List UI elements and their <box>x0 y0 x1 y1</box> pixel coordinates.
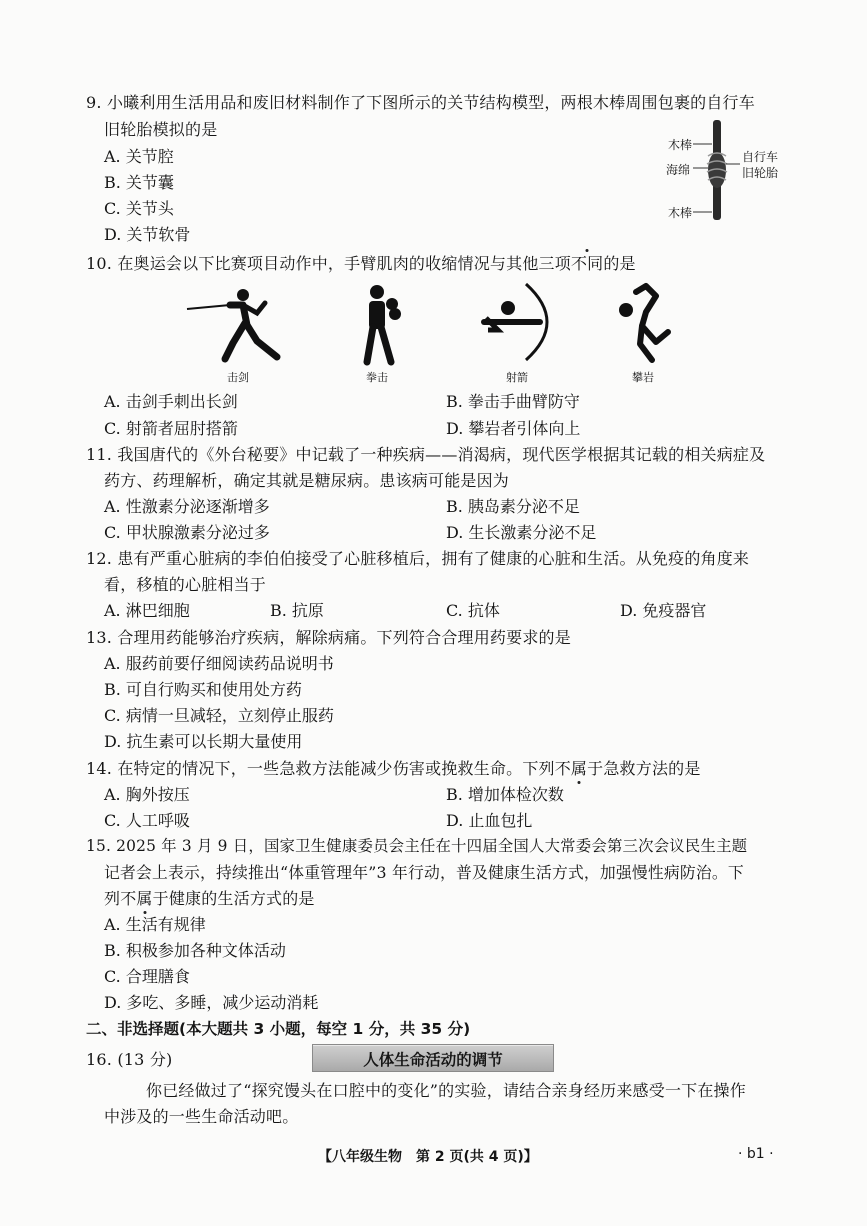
q9-stem-line2: 旧轮胎模拟的是 <box>104 120 218 139</box>
climbing-icon <box>612 282 682 367</box>
q16-intro-line1: 你已经做过了“探究馒头在口腔中的变化”的实验，请结合亲身经历来感受一下在操作 <box>146 1081 746 1100</box>
q14-stem-part2: 急救方法的是 <box>603 759 701 778</box>
q14-stem <box>86 756 701 779</box>
q16-topic-title: 人体生命活动的调节 <box>363 1051 503 1069</box>
q14-option-a: A. 胸外按压 <box>104 785 190 804</box>
label-wood-stick-top: 木棒 <box>668 138 693 152</box>
q15-stem-line3 <box>104 886 315 909</box>
q10-option-a: A. 击剑手刺出长剑 <box>104 392 238 411</box>
q16-label: 16. (13 分) <box>86 1050 173 1069</box>
q15-stem-part1: 列 <box>104 889 121 908</box>
label-sponge: 海绵 <box>666 163 691 177</box>
q11-option-b: B. 胰岛素分泌不足 <box>446 497 580 516</box>
q15-stem-part2: 健康的生活方式的是 <box>168 889 315 908</box>
fencing-icon <box>185 285 295 365</box>
climbing-figure <box>612 282 682 367</box>
q13-option-a: A. 服药前要仔细阅读药品说明书 <box>104 654 334 673</box>
q10-option-b: B. 拳击手曲臂防守 <box>446 392 580 411</box>
q15-stem-line1: 15. 2025 年 3 月 9 日，国家卫生健康委员会主任在十四届全国人大常委会第三次会议民生主题 <box>86 837 748 855</box>
q11-option-d: D. 生长激素分泌不足 <box>446 523 597 542</box>
q13-stem: 13. 合理用药能够治疗疾病，解除病痛。下列符合合理用药要求的是 <box>86 628 571 647</box>
q15-option-d: D. 多吃、多睡，减少运动消耗 <box>104 993 319 1012</box>
q12-option-a: A. 淋巴细胞 <box>104 601 190 620</box>
q12-stem-line1: 12. 患有严重心脏病的李伯伯接受了心脏移植后，拥有了健康的心脏和生活。从免疫的角度来 <box>86 549 750 568</box>
q11-stem-line2: 药方、药理解析，确定其就是糖尿病。患该病可能是因为 <box>104 471 510 490</box>
q9-option-c: C. 关节头 <box>104 199 174 218</box>
q14-option-d: D. 止血包扎 <box>446 811 533 830</box>
q16-intro-line2: 中涉及的一些生命活动吧。 <box>104 1107 299 1126</box>
q10-stem-part2: 的是 <box>603 254 636 273</box>
q14-emphasis: 不属于 <box>554 759 604 778</box>
section-heading-nonchoice: 二、非选择题(本大题共 3 小题，每空 1 分，共 35 分) <box>86 1020 471 1038</box>
q12-option-d: D. 免疫器官 <box>620 601 707 620</box>
q10-stem <box>86 251 636 274</box>
q10-stem-part1: 10. 在奥运会以下比赛项目动作中，手臂肌肉的收缩情况与其他三项 <box>86 254 571 273</box>
page-footer: 【八年级生物 第 2 页(共 4 页)】 <box>318 1149 538 1165</box>
q11-option-a: A. 性激素分泌逐渐增多 <box>104 497 270 516</box>
boxing-figure <box>345 282 415 367</box>
page-code: · b1 · <box>738 1146 774 1162</box>
caption-climbing: 攀岩 <box>632 371 654 384</box>
caption-boxing: 拳击 <box>366 371 388 384</box>
q13-option-d: D. 抗生素可以长期大量使用 <box>104 732 303 751</box>
label-wood-stick-bottom: 木棒 <box>668 206 693 220</box>
q12-stem-line2: 看，移植的心脏相当于 <box>104 575 267 594</box>
q9-stem-line1: 9. 小曦利用生活用品和废旧材料制作了下图所示的关节结构模型，两根木棒周围包裹的自行车 <box>86 93 755 112</box>
q15-option-b: B. 积极参加各种文体活动 <box>104 941 286 960</box>
q15-emphasis: 不属于 <box>120 889 169 908</box>
q13-option-c: C. 病情一旦减轻，立刻停止服药 <box>104 706 334 725</box>
q15-option-a: A. 生活有规律 <box>104 915 206 934</box>
q15-stem-line2: 记者会上表示，持续推出“体重管理年”3 年行动，普及健康生活方式，加强慢性病防治。下 <box>104 863 744 882</box>
q14-option-b: B. 增加体检次数 <box>446 785 564 804</box>
caption-fencing: 击剑 <box>227 371 249 384</box>
boxing-icon <box>345 282 415 367</box>
archery-figure <box>478 280 568 365</box>
q11-option-c: C. 甲状腺激素分泌过多 <box>104 523 270 542</box>
label-bike-tire-2: 旧轮胎 <box>742 166 779 180</box>
label-bike-tire-1: 自行车 <box>742 150 779 164</box>
q9-option-b: B. 关节囊 <box>104 173 174 192</box>
fencing-figure <box>185 285 295 365</box>
q12-option-c: C. 抗体 <box>446 601 500 620</box>
q13-option-b: B. 可自行购买和使用处方药 <box>104 680 302 699</box>
q10-option-c: C. 射箭者屈肘搭箭 <box>104 419 238 438</box>
q14-option-c: C. 人工呼吸 <box>104 811 190 830</box>
q11-stem-line1: 11. 我国唐代的《外台秘要》中记载了一种疾病——消渴病，现代医学根据其记载的相关病症及 <box>86 445 766 464</box>
q12-option-b: B. 抗原 <box>270 601 324 620</box>
joint-model-figure <box>660 118 790 223</box>
q14-stem-part1: 14. 在特定的情况下，一些急救方法能减少伤害或挽救生命。下列 <box>86 759 555 778</box>
q10-option-d: D. 攀岩者引体向上 <box>446 419 581 438</box>
archery-icon <box>478 280 568 365</box>
q9-option-a: A. 关节腔 <box>104 147 174 166</box>
q9-option-d: D. 关节软骨 <box>104 225 191 244</box>
caption-archery: 射箭 <box>506 371 528 384</box>
q10-emphasis: 不同 <box>570 254 604 273</box>
q16-topic-banner <box>312 1044 554 1072</box>
q15-option-c: C. 合理膳食 <box>104 967 190 986</box>
